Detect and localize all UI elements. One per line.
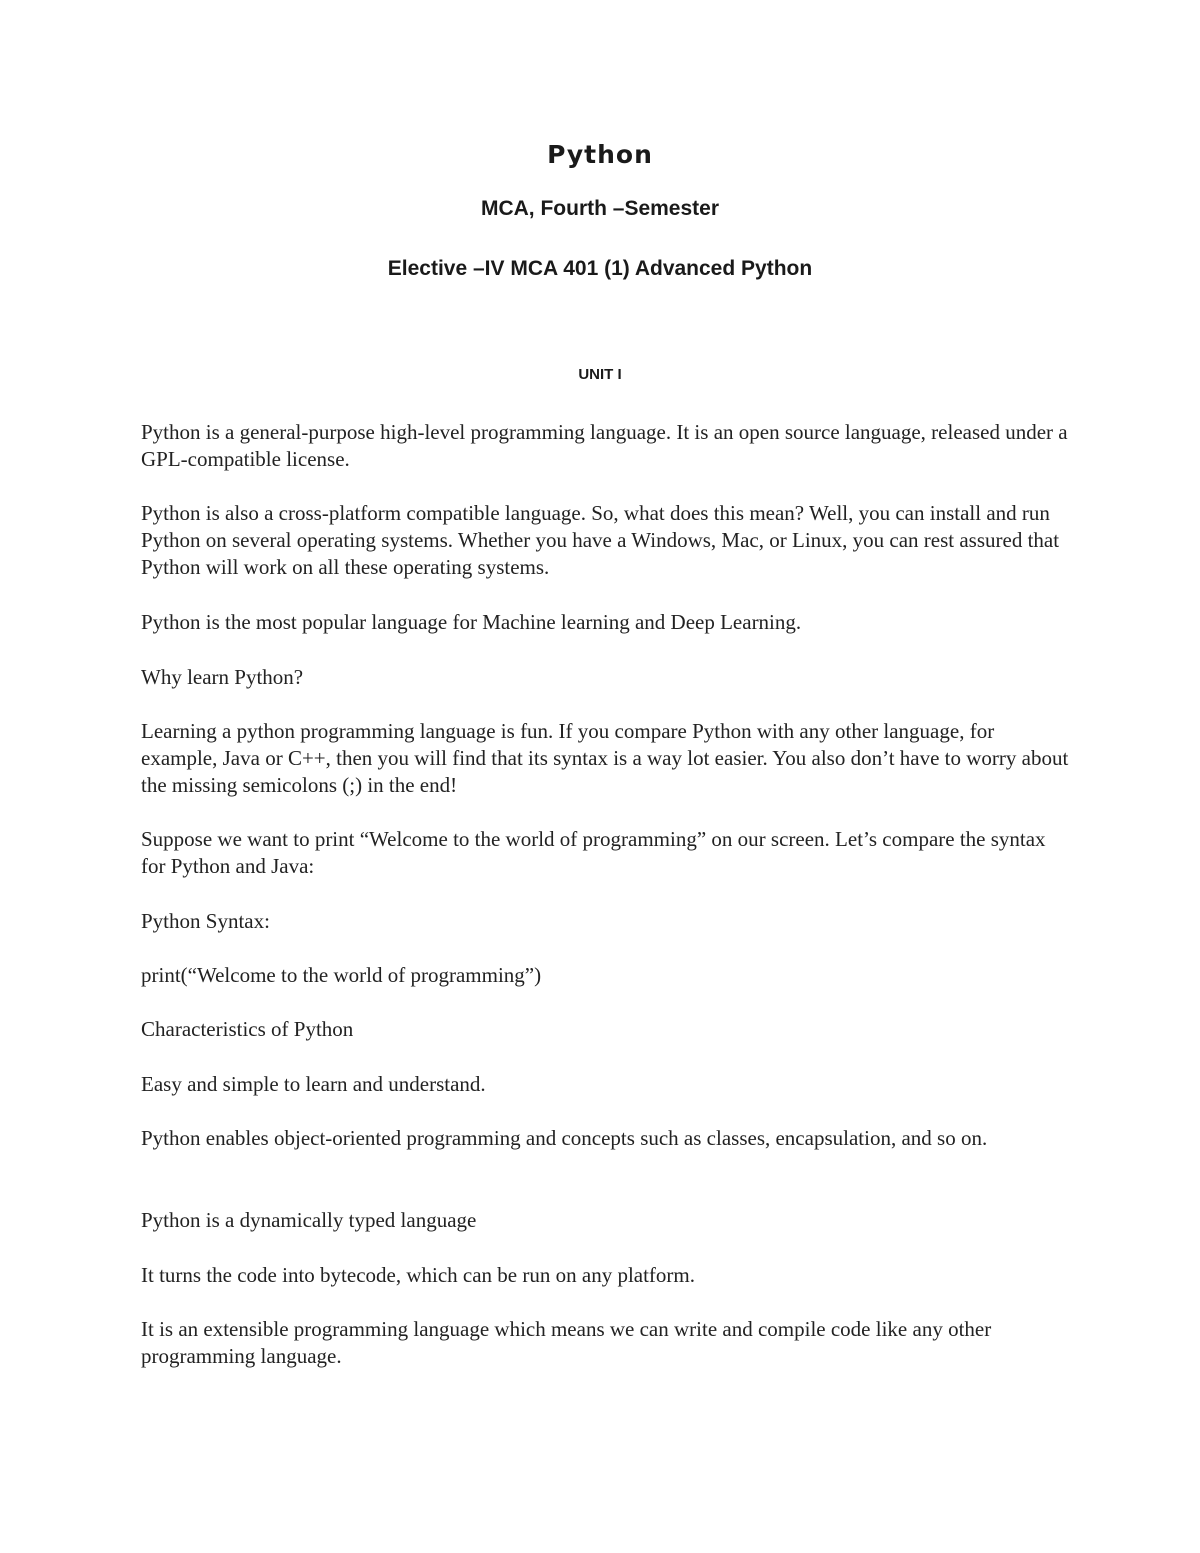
paragraph-why-learn: Why learn Python? [141, 665, 304, 689]
paragraph-oop: Python enables object-oriented programming and concepts such as classes, encapsulation, and so on. [141, 1126, 988, 1150]
paragraph-characteristics: Characteristics of Python [141, 1017, 354, 1041]
document-title: Python [547, 140, 653, 169]
paragraph-print-example: Suppose we want to print “Welcome to the world of programming” on our screen. Let’s compare the syntax for Python and Java: [141, 827, 1046, 878]
paragraph-python-syntax: Python Syntax: [141, 909, 270, 933]
paragraph-fun: Learning a python programming language is fun. If you compare Python with any other language, for example, Java or C++, then you will find that its syntax is a way lot easier. You also don’t have to worry about the missing semicolons (;) in the end! [141, 719, 1069, 797]
paragraph-dynamic: Python is a dynamically typed language [141, 1208, 477, 1232]
paragraph-cross-platform: Python is also a cross-platform compatible language. So, what does this mean? Well, you can install and run Python on several operating systems. Whether you have a Windows, Mac, or Linux, you can rest assured that Python will work on all these operating systems. [141, 501, 1060, 579]
unit-heading: UNIT I [578, 366, 622, 383]
paragraph-intro: Python is a general-purpose high-level programming language. It is an open source language, released under a GPL-compatible license. [141, 420, 1068, 471]
paragraph-bytecode: It turns the code into bytecode, which can be run on any platform. [141, 1263, 695, 1287]
course-subtitle: MCA, Fourth –Semester [480, 197, 720, 220]
elective-subtitle: Elective –IV MCA 401 (1) Advanced Python [387, 257, 813, 280]
paragraph-ml: Python is the most popular language for Machine learning and Deep Learning. [141, 610, 802, 634]
paragraph-extensible: It is an extensible programming language which means we can write and compile code like any other programming language. [141, 1317, 992, 1368]
paragraph-easy: Easy and simple to learn and understand. [141, 1072, 486, 1096]
paragraph-print-code: print(“Welcome to the world of programming”) [141, 963, 542, 987]
